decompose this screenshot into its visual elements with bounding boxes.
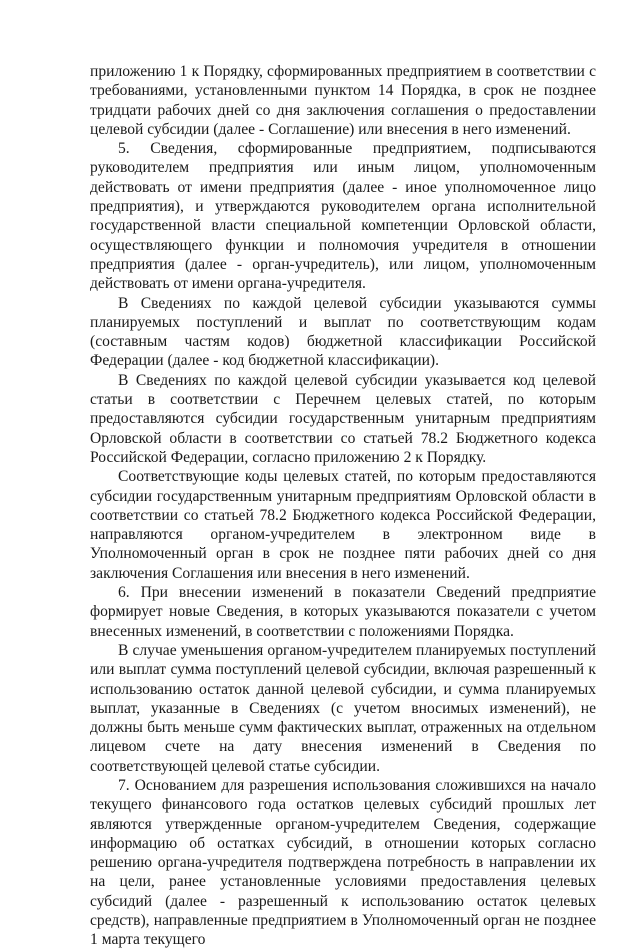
paragraph-item-5: 5. Сведения, сформированные предприятием, подписываются руководителем предприятия или иным лицом, уполномоченным действовать от имени предприятия (далее - иное уполномоченное лицо предприятия), и утверждаются руководителем органа исполнительной государственной власти специальной компетенции Орловской области, осуществляющего функции и полномочия учредителя в отношении предприятия (далее - орган-учредитель), или лицом, уполномоченным действовать от имени органа-учредителя.: [90, 140, 596, 293]
paragraph-sums: В Сведениях по каждой целевой субсидии указываются суммы планируемых поступлений и выплат по соответствующим кодам (составным частям кодов) бюджетной классификации Российской Федерации (далее - код бюджетной классификации).: [90, 294, 596, 370]
document-body: [90, 62, 596, 950]
paragraph-item-7: 7. Основанием для разрешения использования сложившихся на начало текущего финансового года остатков целевых субсидий прошлых лет являются утвержденные органом-учредителем Сведения, содержащие информацию об остатках субсидий, в отношении которых согласно решению органа-учредителя подтверждена потребность в направлении их на цели, ранее установленные условиями предоставления целевых субсидий (далее - разрешенный к использованию остаток целевых средств), направленные предприятием в Уполномоченный орган не позднее 1 марта текущего: [90, 776, 596, 949]
paragraph-reduction: В случае уменьшения органом-учредителем планируемых поступлений или выплат сумма поступлений целевой субсидии, включая разрешенный к использованию остаток данной целевой субсидии, и сумма планируемых выплат, указанные в Сведениях (с учетом вносимых изменений), не должны быть меньше сумм фактических выплат, отраженных на отдельном лицевом счете на дату внесения изменений в Сведения по соответствующей целевой статье субсидии.: [90, 641, 596, 775]
paragraph-target-article: В Сведениях по каждой целевой субсидии указывается код целевой статьи в соответствии с Перечнем целевых статей, по которым предоставляются субсидии государственным унитарным предприятиям Орловской области в соответствии со статьей 78.2 Бюджетного кодекса Российской Федерации, согласно приложению 2 к Порядку.: [90, 371, 596, 466]
paragraph-item-6: 6. При внесении изменений в показатели Сведений предприятие формирует новые Сведения, в которых указываются показатели с учетом внесенных изменений, в соответствии с положениями Порядка.: [90, 584, 596, 640]
paragraph-codes: Соответствующие коды целевых статей, по которым предоставляются субсидии государственным унитарным предприятиям Орловской области в соответствии со статьей 78.2 Бюджетного кодекса Российской Федерации, направляются органом-учредителем в электронном виде в Уполномоченный орган в срок не позднее пяти рабочих дней со дня заключения Соглашения или внесения в него изменений.: [90, 468, 596, 582]
paragraph-continuation: приложению 1 к Порядку, сформированных предприятием в соответствии с требованиями, установленными пунктом 14 Порядка, в срок не позднее тридцати рабочих дней со дня заключения соглашения о предоставлении целевой субсидии (далее - Соглашение) или внесения в него изменений.: [90, 63, 596, 138]
